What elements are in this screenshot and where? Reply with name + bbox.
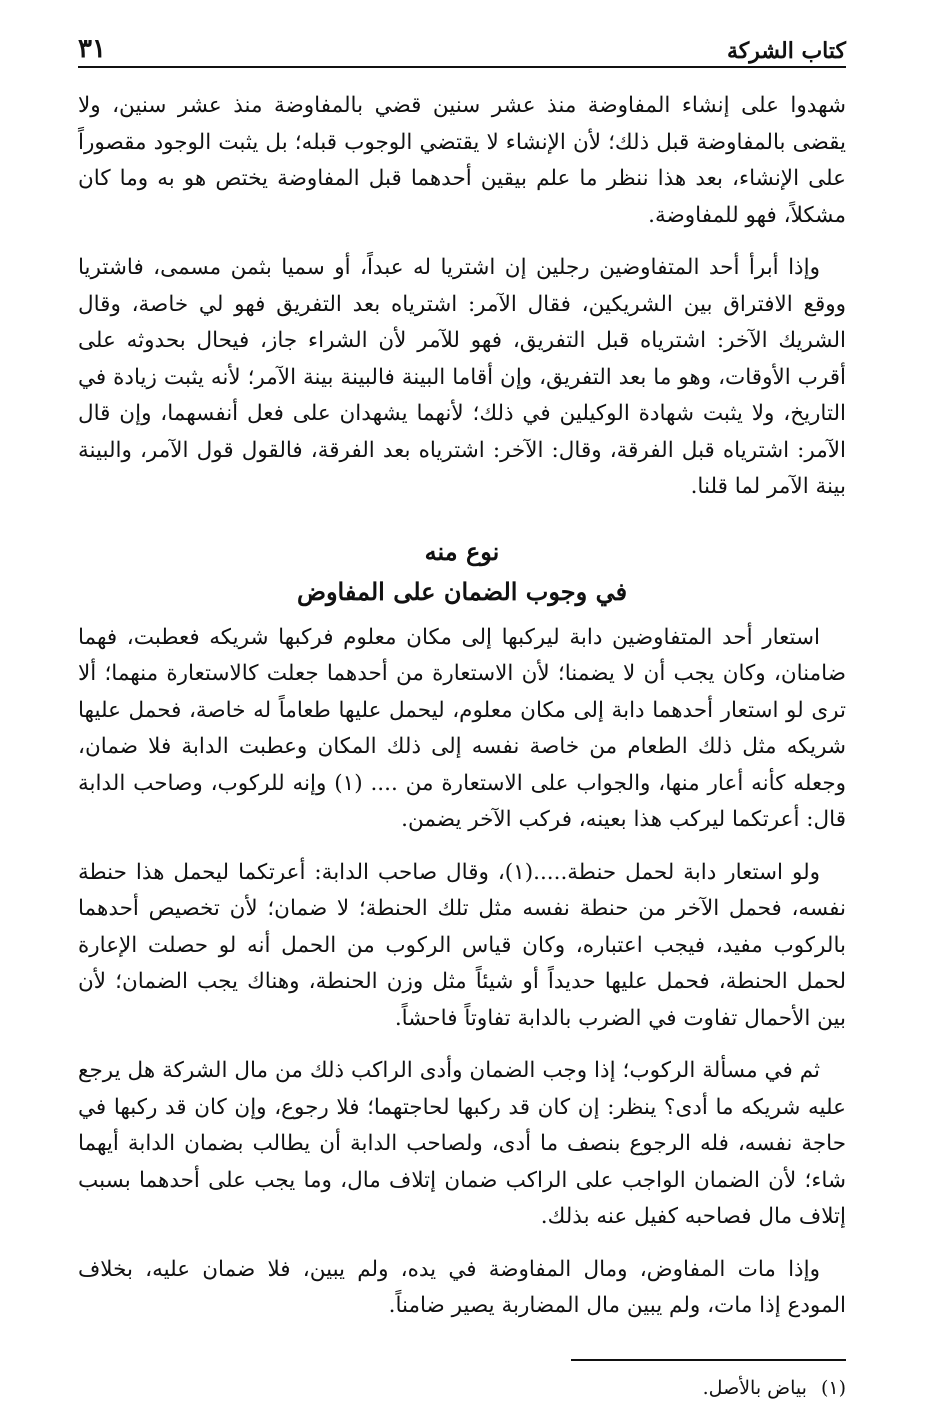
paragraph: استعار أحد المتفاوضين دابة ليركبها إلى مكان معلوم فركبها شريكه فعطبت، فهما ضامنان، وكان يجب أن لا يضمنا؛ لأن الاستعارة من أحدهما جعلت كالاستعارة منهما؛ ألا ترى لو استعار أحدهما دابة إلى مكان معلوم، ليحمل عليها طعاماً له خاصة، فحمل عليها شريكه مثل ذلك الطعام من خاصة نفسه إلى ذلك المكان وعطبت الدابة فلا ضمان، وجعله كأنه أعار منها، والجواب على الاستعارة من .... (١) وإنه للركوب، وصاحب الدابة قال: أعرتكما ليركب هذا بعينه، فركب الآخر يضمن. <box>78 624 847 832</box>
paragraph: وإذا مات المفاوض، ومال المفاوضة في يده، ولم يبين، فلا ضمان عليه، بخلاف المودع إذا مات، ولم يبين مال المضاربة يصير ضامناً. <box>78 1256 846 1318</box>
page-number: ٣١ <box>78 34 106 64</box>
book-title: كتاب الشركة <box>726 38 846 64</box>
main-text <box>78 88 846 1325</box>
footnote-text: بياض بالأصل. <box>702 1376 807 1399</box>
paragraph: شهدوا على إنشاء المفاوضة منذ عشر سنين قضي بالمفاوضة منذ عشر سنين، ولا يقضى بالمفاوضة قبل ذلك؛ لأن الإنشاء لا يقتضي الوجوب قبله؛ بل يثبت الوجود مقصوراً على الإنشاء، بعد هذا ننظر ما علم بيقين أحدهما قبل المفاوضة يختص هو به وما كان مشكلاً، فهو للمفاوضة. <box>78 93 846 228</box>
footnote-separator <box>571 1359 846 1361</box>
section-heading-line-1: نوع منه <box>424 536 500 566</box>
running-header <box>78 30 846 68</box>
paragraph: ولو استعار دابة لحمل حنطة.....(١)، وقال صاحب الدابة: أعرتكما ليحمل هذا حنطة نفسه، فحمل الآخر من حنطة نفسه مثل تلك الحنطة؛ لا ضمان؛ لأن تخصيص أحدهما بالركوب مفيد، فيجب اعتباره، وكان قياس الركوب من الحمل أنه لو حصلت الإعارة لحمل الحنطة، فحمل عليها حديداً أو شيئاً مثل وزن الحنطة، وهناك يجب الضمان؛ لأن بين الأحمال تفاوت في الضرب بالدابة تفاوتاً فاحشاً. <box>78 859 846 1031</box>
section-heading-line-2: في وجوب الضمان على المفاوض <box>296 576 628 606</box>
paragraph: ثم في مسألة الركوب؛ إذا وجب الضمان وأدى الراكب ذلك من مال الشركة هل يرجع عليه شريكه ما أدى؟ ينظر: إن كان قد ركبها لحاجتهما؛ فلا رجوع، وإن كان قد ركبها في حاجة نفسه، فله الرجوع بنصف ما أدى، ولصاحب الدابة أن يطالب بضمان الدابة أيهما شاء؛ لأن الضمان الواجب على الراكب ضمان إتلاف مال، وما يجب على أحدهما بسبب إتلاف مال فصاحبه كفيل عنه بذلك. <box>78 1058 846 1229</box>
footnote-marker: (١) <box>820 1376 846 1399</box>
section-heading <box>78 532 846 612</box>
paragraph: وإذا أبرأ أحد المتفاوضين رجلين إن اشتريا له عبداً، أو سميا بثمن مسمى، فاشتريا ووقع الافتراق بين الشريكين، فقال الآمر: اشترياه بعد التفريق فهو لي خاصة، وقال الشريك الآخر: اشترياه قبل التفريق، فهو للآمر لأن الشراء جاز، فيحال بحدوثه على أقرب الأوقات، وهو ما بعد التفريق، وإن أقاما البينة فالبينة بينة الآمر؛ لأنه يثبت زيادة في التاريخ، ولا يثبت شهادة الوكيلين في ذلك؛ لأنهما يشهدان على فعل أنفسهما، وإن قال الآمر: اشترياه قبل الفرقة، وقال: الآخر: اشترياه بعد الفرقة، فالقول قول الآمر، والبينة بينة الآمر لما قلنا. <box>78 255 846 499</box>
footnotes <box>78 1373 846 1403</box>
footnote <box>78 1373 846 1403</box>
